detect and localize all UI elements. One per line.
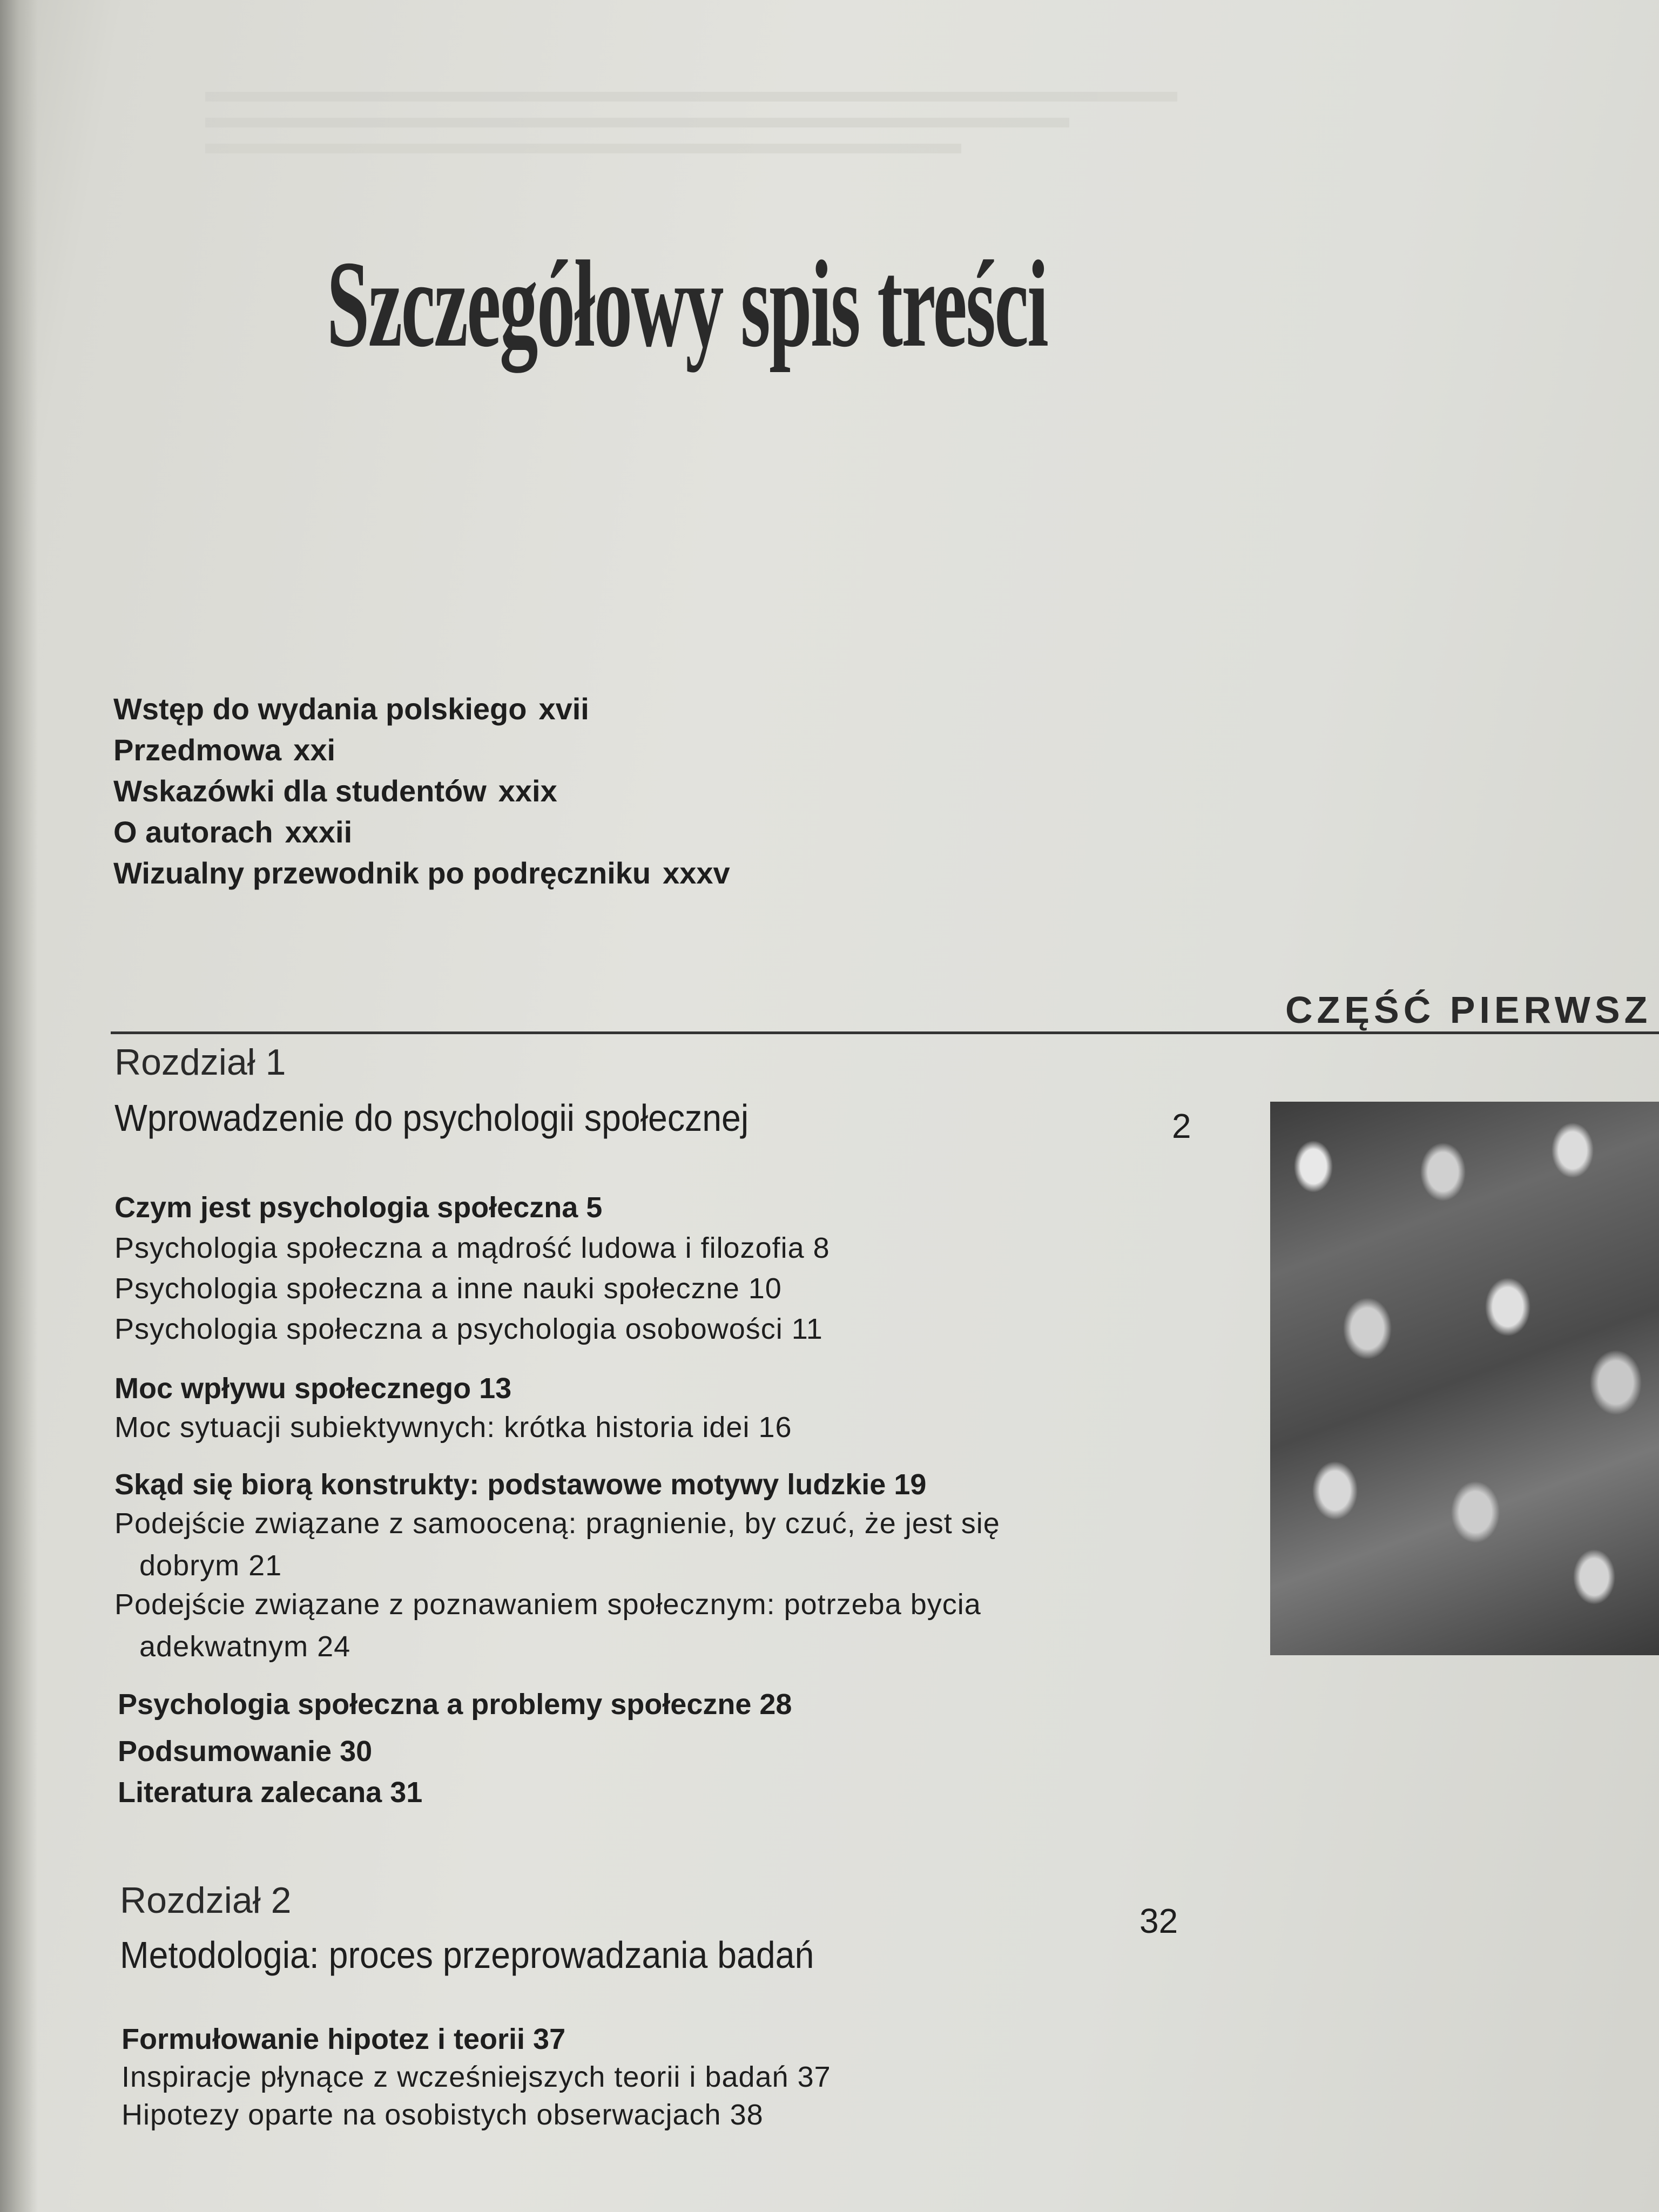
toc-subsection: Hipotezy oparte na osobistych obserwacjach 38 [122, 2099, 764, 2131]
divider-rule [111, 1031, 1659, 1034]
toc-subsection: adekwatnym 24 [139, 1630, 351, 1663]
toc-section: Czym jest psychologia społeczna 5 [114, 1191, 603, 1224]
spine-shadow [0, 0, 38, 2212]
front-matter-item: Przedmowa xxi [113, 733, 336, 767]
toc-section: Literatura zalecana 31 [118, 1776, 423, 1809]
part-photo-crowd-escalator [1270, 1102, 1659, 1655]
chapter-page: 2 [1172, 1107, 1191, 1145]
toc-subsection: Podejście związane z poznawaniem społecznym: potrzeba bycia [114, 1588, 981, 1621]
toc-subsection: Psychologia społeczna a mądrość ludowa i filozofia 8 [114, 1232, 830, 1264]
toc-subsection: Psychologia społeczna a inne nauki społeczne 10 [114, 1272, 782, 1305]
page-title: Szczegółowy spis treści [327, 235, 1048, 373]
front-matter-item: O autorach xxxii [113, 815, 353, 849]
toc-subsection: dobrym 21 [139, 1549, 282, 1582]
chapter-number: Rozdział 2 [120, 1880, 292, 1921]
front-matter-item: Wizualny przewodnik po podręczniku xxxv [113, 856, 730, 890]
toc-section: Formułowanie hipotez i teorii 37 [122, 2023, 566, 2055]
front-matter-item: Wstęp do wydania polskiego xvii [113, 692, 589, 726]
toc-section: Moc wpływu społecznego 13 [114, 1372, 512, 1405]
toc-section: Psychologia społeczna a problemy społeczne 28 [118, 1688, 792, 1721]
part-label: CZĘŚĆ PIERWSZ [1285, 989, 1652, 1031]
chapter-number: Rozdział 1 [114, 1042, 286, 1083]
chapter-title: Metodologia: proces przeprowadzania badań [120, 1934, 814, 1976]
toc-subsection: Podejście związane z samooceną: pragnienie, by czuć, że jest się [114, 1507, 1000, 1540]
toc-subsection: Inspiracje płynące z wcześniejszych teorii i badań 37 [122, 2061, 831, 2093]
bleed-through [205, 76, 1177, 170]
chapter-title: Wprowadzenie do psychologii społecznej [114, 1097, 749, 1139]
toc-subsection: Moc sytuacji subiektywnych: krótka historia idei 16 [114, 1411, 792, 1444]
chapter-page: 32 [1139, 1901, 1178, 1940]
front-matter-list [113, 689, 730, 894]
toc-section: Podsumowanie 30 [118, 1735, 373, 1768]
toc-section: Skąd się biorą konstrukty: podstawowe motywy ludzkie 19 [114, 1468, 927, 1501]
front-matter-item: Wskazówki dla studentów xxix [113, 774, 557, 808]
toc-subsection: Psychologia społeczna a psychologia osobowości 11 [114, 1313, 823, 1345]
